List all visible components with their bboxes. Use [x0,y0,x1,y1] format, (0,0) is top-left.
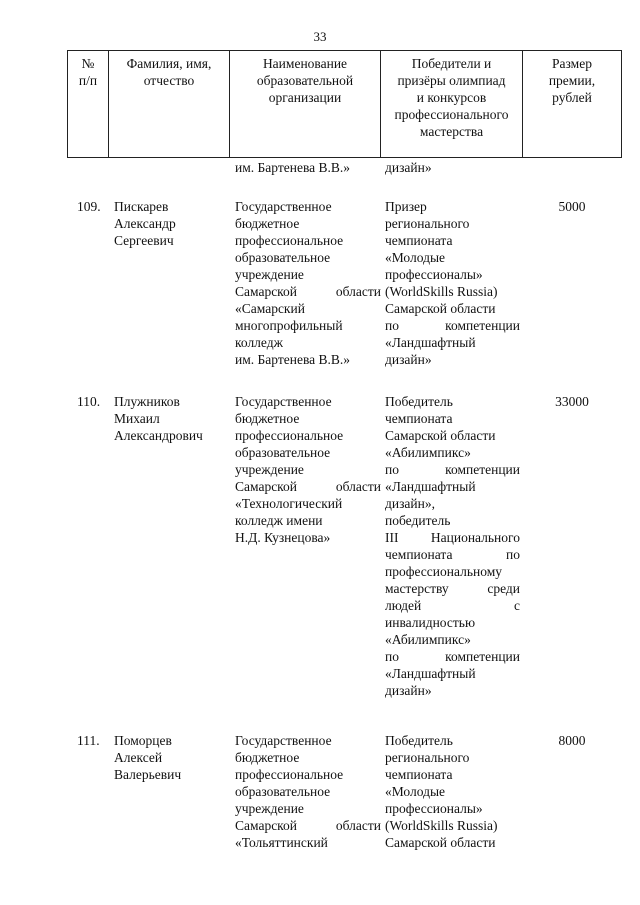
awards-table [67,50,621,850]
org-cell: им. Бартенева В.В.» [235,160,351,175]
header-num: № п/п [68,51,109,158]
header-prize: Размер премии, рублей [523,51,622,158]
row-number: 110. [77,394,101,409]
winner-cell: Победитель чемпионата Самарской области «Абилимпикс» по компетенции «Ландшафтный дизайн», победитель III Национального чемпионата по профессиональному мастерству среди людей с инвалидностью «Абилимпикс» по компетенции «Ландшафтный дизайн» [385,394,520,698]
fio-cell: Плужников Михаил Александрович [114,394,203,443]
prize-cell: 33000 [555,394,589,409]
header-winners: Победители и призёры олимпиад и конкурсов профессионального мастерства [381,51,523,158]
winner-cell: Победитель регионального чемпионата «Молодые профессионалы» (WorldSkills Russia) Самарской области [385,733,498,850]
fio-cell: Пискарев Александр Сергеевич [114,199,176,248]
org-cell: Государственное бюджетное профессиональное образовательное учреждение Самарской области «Самарский многопрофильный колледж им. Бартенева В.В.» [235,199,381,367]
row-number: 111. [77,733,100,748]
page-number: 33 [313,29,327,44]
table-header [67,50,622,158]
header-org: Наименование образовательной организации [230,51,381,158]
winner-cell: Призер регионального чемпионата «Молодые профессионалы» (WorldSkills Russia) Самарской области по компетенции «Ландшафтный дизайн» [385,199,520,367]
header-fio: Фамилия, имя, отчество [109,51,230,158]
org-cell: Государственное бюджетное профессиональное образовательное учреждение Самарской области «Тольяттинский [235,733,381,850]
winner-cell: дизайн» [385,160,432,175]
prize-cell: 5000 [558,199,586,214]
prize-cell: 8000 [558,733,586,748]
row-number: 109. [77,199,101,214]
org-cell: Государственное бюджетное профессиональное образовательное учреждение Самарской области «Технологический колледж имени Н.Д. Кузнецова» [235,394,381,545]
fio-cell: Поморцев Алексей Валерьевич [114,733,182,782]
